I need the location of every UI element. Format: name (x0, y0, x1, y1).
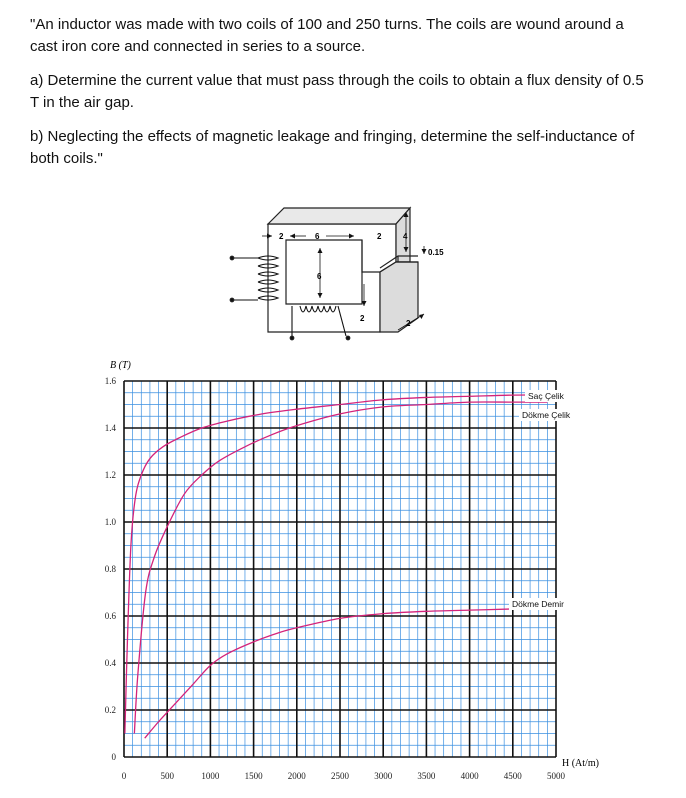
terminal-dot (230, 298, 234, 302)
legend-label: Saç Çelik (528, 391, 564, 401)
x-axis-label: H (At/m) (562, 758, 599, 769)
x-tick-label: 0 (121, 771, 127, 781)
core-diagram (230, 208, 426, 340)
x-tick-label: 2500 (331, 771, 349, 781)
y-tick-label: 1.4 (104, 423, 116, 433)
dim-left-leg: 2 (279, 232, 284, 241)
x-tick-label: 3000 (374, 771, 393, 781)
dim-bottom: 2 (360, 314, 365, 323)
problem-part-a: a) Determine the current value that must pass through the coils to obtain a flux density of 0.5 T in the air gap. (30, 72, 644, 111)
x-tick-label: 5000 (547, 771, 565, 781)
bh-chart (105, 360, 599, 781)
legend-label: Dökme Çelik (522, 410, 571, 420)
terminal-dot (346, 336, 350, 340)
x-tick-label: 4000 (460, 771, 479, 781)
y-tick-label: 0.6 (104, 611, 116, 621)
chart-grid (124, 381, 556, 757)
terminal-dot (290, 336, 294, 340)
y-tick-label: 1.2 (104, 470, 116, 480)
x-tick-label: 1500 (244, 771, 263, 781)
y-tick-label: 1.6 (104, 376, 116, 386)
dim-gap-lower: 2 (406, 319, 411, 328)
y-tick-label: 0.4 (104, 658, 116, 668)
legend-label: Dökme Demir (512, 599, 564, 609)
dim-right-leg: 2 (377, 232, 382, 241)
x-tick-label: 3500 (417, 771, 436, 781)
dim-window-height: 6 (317, 272, 322, 281)
y-tick-label: 1.0 (104, 517, 116, 527)
dim-depth: 4 (403, 232, 408, 241)
x-tick-label: 500 (160, 771, 174, 781)
y-tick-label: 0.8 (104, 564, 116, 574)
x-tick-label: 2000 (287, 771, 306, 781)
dim-window-width: 6 (315, 232, 320, 241)
dim-gap: 0.15 (428, 248, 444, 257)
terminal-dot (230, 256, 234, 260)
y-axis-label: B (T) (110, 360, 131, 371)
problem-intro: "An inductor was made with two coils of 100 and 250 turns. The coils are wound around a cast iron core and connected in series to a source. (30, 16, 624, 55)
y-tick-label: 0 (111, 752, 116, 762)
x-tick-label: 1000 (201, 771, 220, 781)
problem-part-b: b) Neglecting the effects of magnetic leakage and fringing, determine the self-inductance of both coils." (30, 128, 635, 167)
x-tick-label: 4500 (503, 771, 522, 781)
y-tick-label: 0.2 (104, 705, 116, 715)
